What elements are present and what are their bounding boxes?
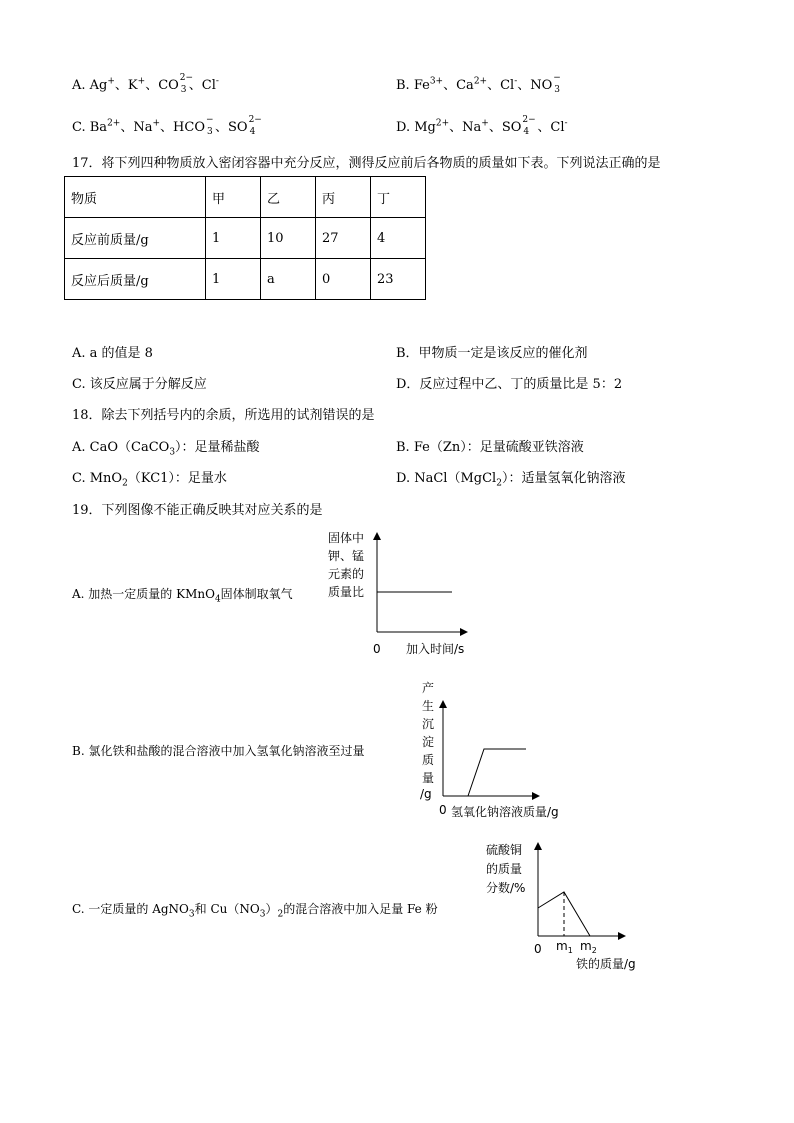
y-axis-arrow xyxy=(439,700,447,708)
x-axis-label: 氢氧化钠溶液质量/g xyxy=(451,805,559,819)
table-cell: 丁 xyxy=(371,177,426,218)
q19-graph-b xyxy=(416,676,596,826)
y-axis-label-line: 质 xyxy=(422,753,435,767)
table-cell: 反应后质量/g xyxy=(65,259,206,300)
x-axis-arrow xyxy=(532,792,540,800)
q19-option-a: A. 加热一定质量的 KMnO$_4$固体制取氧气 xyxy=(72,587,293,605)
q18-stem: 18．除去下列括号内的余质，所选用的试剂错误的是 xyxy=(72,408,375,423)
table-cell: 1 xyxy=(206,259,261,300)
y-axis-label-line: 淀 xyxy=(422,735,435,749)
q17-option-a: A. a 的值是 8 xyxy=(72,346,153,361)
y-axis-label-line: 固体中 xyxy=(328,531,365,545)
y-axis-label-line: 质量比 xyxy=(328,585,365,599)
y-axis-label-line: /g xyxy=(420,787,432,801)
table-header-row xyxy=(65,177,426,218)
q16-option-d: D. $Mg^{2+}$、Na+、SO 2− 4 、Cl- xyxy=(396,114,568,137)
y-axis-label-line: 生 xyxy=(422,699,435,713)
origin-label: 0 xyxy=(373,642,381,656)
y-axis-label-line: 元素的 xyxy=(328,567,365,581)
q19-option-c: C. 一定质量的 AgNO$_3$和 $Cu(NO_3)_2$的混合溶液中加入足量 Fe 粉 xyxy=(72,902,438,920)
y-axis-label-line: 钾、锰 xyxy=(328,549,365,563)
q19-graph-c xyxy=(486,838,666,978)
y-axis-arrow xyxy=(373,532,381,540)
x-axis-arrow xyxy=(618,932,626,940)
q19-graph-a xyxy=(324,528,484,658)
q16-option-a: A. Ag+、K+、CO 2− 3 、Cl- xyxy=(72,72,219,95)
q19-option-b: B. 氯化铁和盐酸的混合溶液中加入氢氧化钠溶液至过量 xyxy=(72,744,365,758)
x-axis-arrow xyxy=(460,628,468,636)
q16-option-b: B. $Fe^{3+}$、$Ca^{2+}$、Cl-、NO − 3 xyxy=(396,72,561,95)
x-axis-label: 加入时间/s xyxy=(406,642,465,656)
y-axis-label-line: 产 xyxy=(422,681,435,695)
table-cell: 0 xyxy=(316,259,371,300)
table-cell: 10 xyxy=(261,218,316,259)
table-cell: 4 xyxy=(371,218,426,259)
table-cell: 甲 xyxy=(206,177,261,218)
tick-label-m1: $m_1$ xyxy=(556,939,573,955)
tick-label-m2: $m_2$ xyxy=(580,939,597,955)
data-line xyxy=(468,749,526,796)
q16-option-c: C. $Ba^{2+}$、Na+、HCO − 3 、SO 2− 4 xyxy=(72,114,262,137)
q19-stem: 19．下列图像不能正确反映其对应关系的是 xyxy=(72,503,323,518)
q17-option-d: D．反应过程中乙、丁的质量比是 5：2 xyxy=(396,377,623,392)
y-axis-label-line: 的质量 xyxy=(486,862,523,876)
table-cell: 反应前质量/g xyxy=(65,218,206,259)
q17-option-b: B．甲物质一定是该反应的催化剂 xyxy=(396,346,588,361)
table-cell: 27 xyxy=(316,218,371,259)
q18-option-a: A. CaO（CaCO$_3$）：足量稀盐酸 xyxy=(72,440,260,458)
q18-option-b: B. Fe（Zn）：足量硫酸亚铁溶液 xyxy=(396,440,584,455)
table-row xyxy=(65,218,426,259)
q18-option-c: C. MnO$_2$（KC1）：足量水 xyxy=(72,471,227,489)
y-axis-label-line: 量 xyxy=(422,771,435,785)
table-cell: 丙 xyxy=(316,177,371,218)
y-axis-label-line: 沉 xyxy=(422,717,435,731)
table-row xyxy=(65,259,426,300)
q17-table xyxy=(64,176,426,300)
table-cell: 23 xyxy=(371,259,426,300)
q18-option-d: D. NaCl（MgCl$_2$）：适量氢氧化钠溶液 xyxy=(396,471,626,489)
table-cell: 物质 xyxy=(65,177,206,218)
table-cell: 1 xyxy=(206,218,261,259)
q17-option-c: C. 该反应属于分解反应 xyxy=(72,377,207,392)
x-axis-label: 铁的质量/g xyxy=(576,957,636,971)
y-axis-arrow xyxy=(534,842,542,850)
y-axis-label-line: 硫酸铜 xyxy=(486,843,523,857)
table-cell: a xyxy=(261,259,316,300)
y-axis-label-line: 分数/% xyxy=(486,881,526,895)
table-cell: 乙 xyxy=(261,177,316,218)
origin-label: 0 xyxy=(534,942,542,956)
q17-stem: 17．将下列四种物质放入密闭容器中充分反应，测得反应前后各物质的质量如下表。下列说法正确的是 xyxy=(72,156,661,171)
origin-label: 0 xyxy=(439,803,447,817)
